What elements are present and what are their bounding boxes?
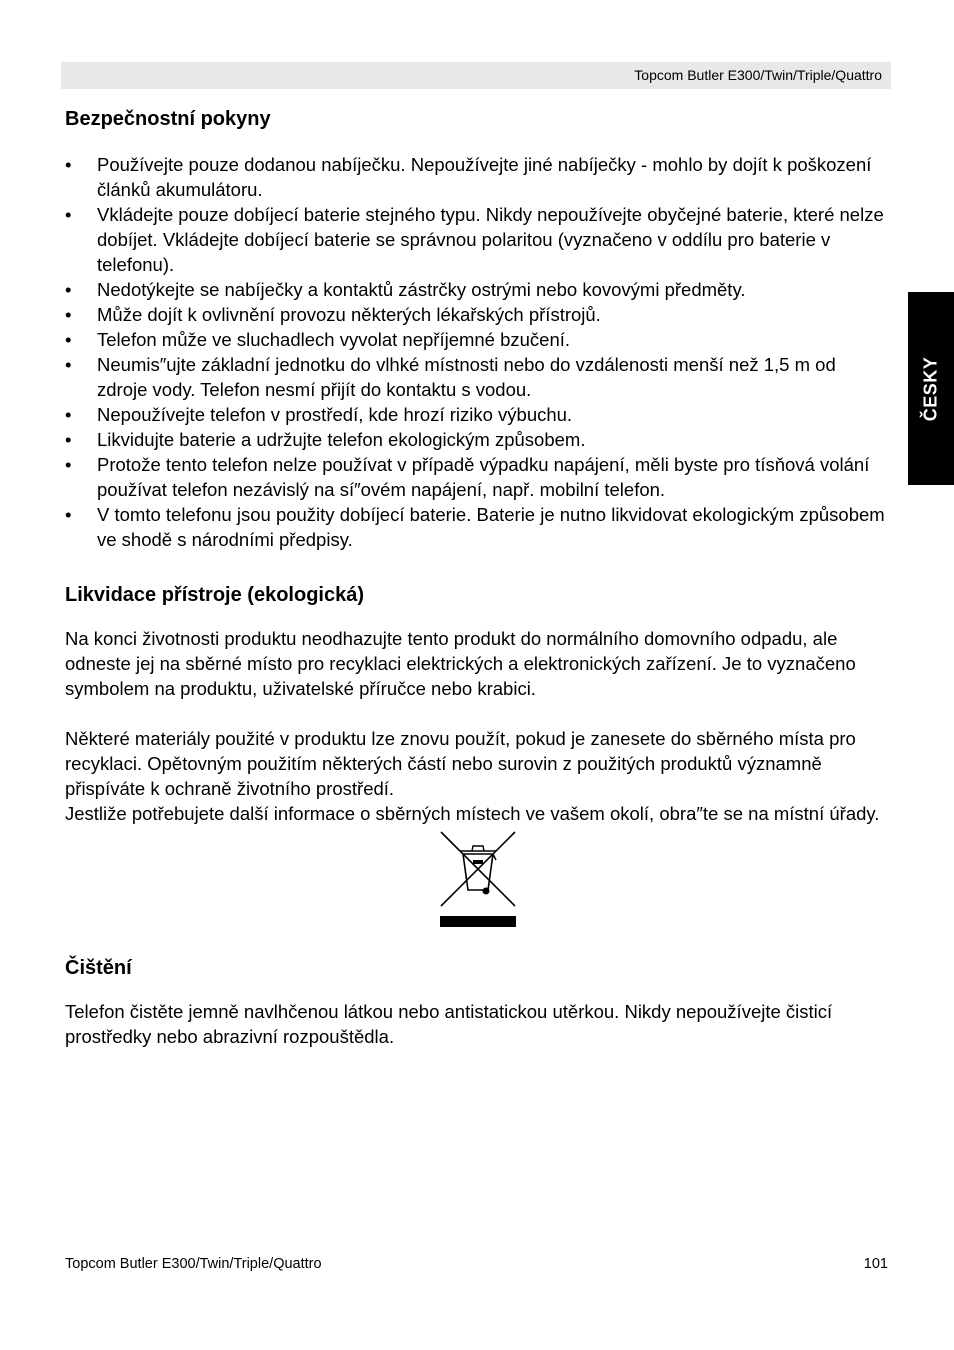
list-item-text: Nepoužívejte telefon v prostředí, kde hrozí riziko výbuchu. <box>97 404 573 425</box>
list-item <box>65 302 890 327</box>
list-item <box>65 352 890 402</box>
disposal-heading: Likvidace přístroje (ekologická) <box>65 584 364 606</box>
safety-list <box>65 152 890 552</box>
bullet: • <box>65 404 72 425</box>
crossed-out-wheelie-bin-icon <box>439 830 517 928</box>
bullet: • <box>65 154 72 175</box>
list-item <box>65 202 890 277</box>
list-item <box>65 452 890 502</box>
list-item-text: Neumis″ujte základní jednotku do vlhké místnosti nebo do vzdálenosti menší než 1,5 m od zdroje vody. Telefon nesmí přijít do kontaktu s vodou. <box>97 354 836 400</box>
page-number: 101 <box>863 1256 888 1272</box>
list-item <box>65 152 890 202</box>
disposal-paragraph-1: Na konci životnosti produktu neodhazujte tento produkt do normálního domovního odpadu, ale odneste jej na sběrné místo pro recyklaci elektrických a elektronických zařízení. Je to vyznačeno symbolem na produktu, uživatelské příručce nebo krabici. <box>65 628 856 699</box>
list-item <box>65 427 890 452</box>
bullet: • <box>65 504 72 525</box>
list-item-text: Vkládejte pouze dobíjecí baterie stejného typu. Nikdy nepoužívejte obyčejné baterie, které nelze dobíjet. Vkládejte dobíjecí baterie se správnou polaritou (vyznačeno v oddílu pro baterie v telefonu). <box>97 204 884 275</box>
footer-title: Topcom Butler E300/Twin/Triple/Quattro <box>65 1256 322 1272</box>
list-item-text: Může dojít k ovlivnění provozu některých lékařských přístrojů. <box>97 304 601 325</box>
disposal-paragraph-3: Jestliže potřebujete další informace o sběrných místech ve vašem okolí, obra″te se na místní úřady. <box>65 803 880 824</box>
page-header-bar <box>61 62 891 89</box>
bullet: • <box>65 329 72 350</box>
bullet: • <box>65 354 72 375</box>
cleaning-heading: Čištění <box>65 957 132 979</box>
bullet: • <box>65 304 72 325</box>
safety-heading: Bezpečnostní pokyny <box>65 108 271 130</box>
list-item-text: Likvidujte baterie a udržujte telefon ekologickým způsobem. <box>97 429 586 450</box>
bullet: • <box>65 279 72 300</box>
list-item-text: V tomto telefonu jsou použity dobíjecí baterie. Baterie je nutno likvidovat ekologickým způsobem ve shodě s národními předpisy. <box>97 504 885 550</box>
language-tab <box>908 292 954 485</box>
bullet: • <box>65 429 72 450</box>
list-item <box>65 277 890 302</box>
disposal-paragraph-2: Některé materiály použité v produktu lze znovu použít, pokud je zanesete do sběrného místa pro recyklaci. Opětovným použitím některých částí nebo surovin z použitých produktů významně přispíváte k ochraně životního prostředí. <box>65 728 856 799</box>
language-tab-label: ČESKY <box>920 356 941 421</box>
list-item-text: Telefon může ve sluchadlech vyvolat nepříjemné bzučení. <box>97 329 571 350</box>
list-item-text: Protože tento telefon nelze používat v případě výpadku napájení, měli byste pro tísňová volání používat telefon nezávislý na sí″ovém napájení, např. mobilní telefon. <box>97 454 870 500</box>
bullet: • <box>65 454 72 475</box>
list-item <box>65 402 890 427</box>
list-item <box>65 327 890 352</box>
page-content <box>65 105 890 1049</box>
list-item-text: Používejte pouze dodanou nabíječku. Nepoužívejte jiné nabíječky - mohlo by dojít k poškození článků akumulátoru. <box>97 154 872 200</box>
list-item <box>65 502 890 552</box>
list-item-text: Nedotýkejte se nabíječky a kontaktů zástrčky ostrými nebo kovovými předměty. <box>97 279 746 300</box>
header-title: Topcom Butler E300/Twin/Triple/Quattro <box>634 67 882 83</box>
cleaning-paragraph: Telefon čistěte jemně navlhčenou látkou nebo antistatickou utěrkou. Nikdy nepoužívejte čisticí prostředky nebo abrazivní rozpouštědla. <box>65 1001 833 1047</box>
bullet: • <box>65 204 72 225</box>
